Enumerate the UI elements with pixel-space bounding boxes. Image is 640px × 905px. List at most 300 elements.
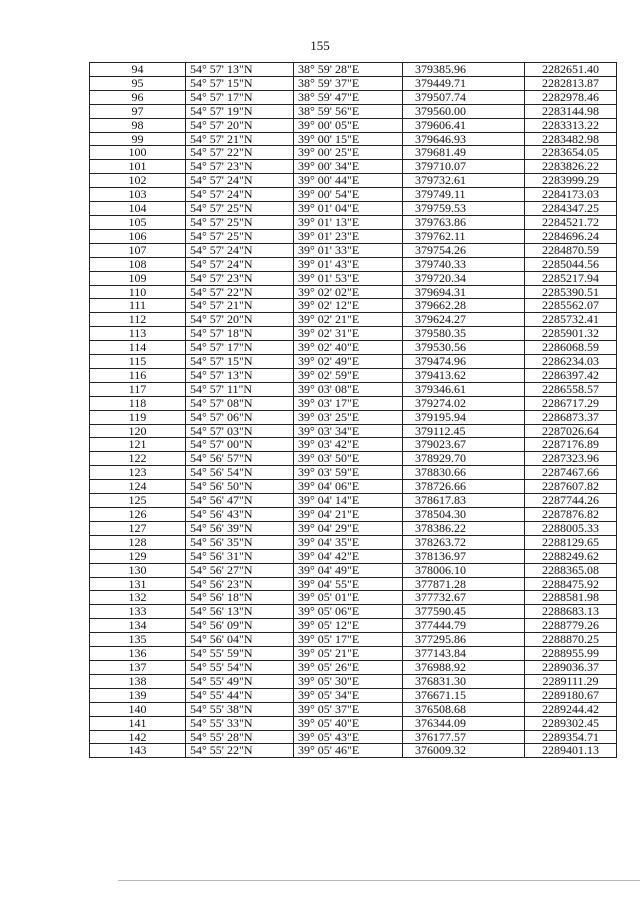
point-number-cell: 101 <box>90 160 186 174</box>
y-coordinate-cell: 2288955.99 <box>525 647 617 661</box>
longitude-cell: 39° 00' 34"E <box>294 160 403 174</box>
x-coordinate-cell: 379740.33 <box>403 257 525 271</box>
latitude-cell: 54° 56' 39"N <box>186 521 294 535</box>
x-coordinate-cell: 377871.28 <box>403 577 525 591</box>
x-coordinate-cell: 379530.56 <box>403 341 525 355</box>
longitude-cell: 39° 01' 53"E <box>294 271 403 285</box>
x-coordinate-cell: 379624.27 <box>403 313 525 327</box>
x-coordinate-cell: 379762.11 <box>403 229 525 243</box>
x-coordinate-cell: 378830.66 <box>403 466 525 480</box>
latitude-cell: 54° 57' 06"N <box>186 410 294 424</box>
point-number-cell: 128 <box>90 535 186 549</box>
longitude-cell: 39° 05' 12"E <box>294 619 403 633</box>
x-coordinate-cell: 377143.84 <box>403 647 525 661</box>
coordinate-table-body <box>90 63 617 758</box>
longitude-cell: 39° 03' 25"E <box>294 410 403 424</box>
y-coordinate-cell: 2287744.26 <box>525 494 617 508</box>
latitude-cell: 54° 57' 19"N <box>186 104 294 118</box>
x-coordinate-cell: 379720.34 <box>403 271 525 285</box>
x-coordinate-cell: 379385.96 <box>403 63 525 77</box>
longitude-cell: 39° 00' 44"E <box>294 174 403 188</box>
longitude-cell: 39° 00' 25"E <box>294 146 403 160</box>
table-row <box>90 424 617 438</box>
point-number-cell: 127 <box>90 521 186 535</box>
latitude-cell: 54° 57' 11"N <box>186 382 294 396</box>
point-number-cell: 123 <box>90 466 186 480</box>
x-coordinate-cell: 379681.49 <box>403 146 525 160</box>
longitude-cell: 39° 04' 29"E <box>294 521 403 535</box>
latitude-cell: 54° 57' 21"N <box>186 132 294 146</box>
point-number-cell: 121 <box>90 438 186 452</box>
page-number: 155 <box>310 38 330 53</box>
point-number-cell: 98 <box>90 118 186 132</box>
point-number-cell: 122 <box>90 452 186 466</box>
x-coordinate-cell: 379749.11 <box>403 188 525 202</box>
point-number-cell: 104 <box>90 202 186 216</box>
y-coordinate-cell: 2288870.25 <box>525 633 617 647</box>
longitude-cell: 39° 05' 06"E <box>294 605 403 619</box>
latitude-cell: 54° 57' 00"N <box>186 438 294 452</box>
latitude-cell: 54° 56' 31"N <box>186 549 294 563</box>
coordinate-table <box>89 62 617 758</box>
point-number-cell: 141 <box>90 716 186 730</box>
longitude-cell: 38° 59' 28"E <box>294 63 403 77</box>
point-number-cell: 106 <box>90 229 186 243</box>
longitude-cell: 39° 00' 05"E <box>294 118 403 132</box>
point-number-cell: 99 <box>90 132 186 146</box>
table-row <box>90 494 617 508</box>
table-row <box>90 355 617 369</box>
x-coordinate-cell: 376988.92 <box>403 660 525 674</box>
x-coordinate-cell: 377732.67 <box>403 591 525 605</box>
latitude-cell: 54° 55' 38"N <box>186 702 294 716</box>
latitude-cell: 54° 56' 47"N <box>186 494 294 508</box>
x-coordinate-cell: 377295.86 <box>403 633 525 647</box>
point-number-cell: 116 <box>90 368 186 382</box>
table-row <box>90 577 617 591</box>
y-coordinate-cell: 2289354.71 <box>525 730 617 744</box>
table-row <box>90 313 617 327</box>
longitude-cell: 39° 02' 49"E <box>294 355 403 369</box>
x-coordinate-cell: 376831.30 <box>403 674 525 688</box>
table-row <box>90 688 617 702</box>
x-coordinate-cell: 376009.32 <box>403 744 525 758</box>
x-coordinate-cell: 379646.93 <box>403 132 525 146</box>
longitude-cell: 39° 04' 55"E <box>294 577 403 591</box>
point-number-cell: 95 <box>90 76 186 90</box>
longitude-cell: 39° 01' 43"E <box>294 257 403 271</box>
table-row <box>90 327 617 341</box>
table-row <box>90 716 617 730</box>
longitude-cell: 39° 04' 42"E <box>294 549 403 563</box>
y-coordinate-cell: 2287876.82 <box>525 508 617 522</box>
y-coordinate-cell: 2288249.62 <box>525 549 617 563</box>
latitude-cell: 54° 57' 17"N <box>186 90 294 104</box>
y-coordinate-cell: 2288365.08 <box>525 563 617 577</box>
y-coordinate-cell: 2286397.42 <box>525 368 617 382</box>
longitude-cell: 39° 03' 34"E <box>294 424 403 438</box>
table-row <box>90 257 617 271</box>
latitude-cell: 54° 56' 35"N <box>186 535 294 549</box>
latitude-cell: 54° 56' 50"N <box>186 480 294 494</box>
table-row <box>90 160 617 174</box>
table-row <box>90 674 617 688</box>
latitude-cell: 54° 57' 13"N <box>186 368 294 382</box>
point-number-cell: 136 <box>90 647 186 661</box>
point-number-cell: 107 <box>90 243 186 257</box>
x-coordinate-cell: 377444.79 <box>403 619 525 633</box>
point-number-cell: 118 <box>90 396 186 410</box>
table-row <box>90 63 617 77</box>
x-coordinate-cell: 379507.74 <box>403 90 525 104</box>
point-number-cell: 124 <box>90 480 186 494</box>
point-number-cell: 142 <box>90 730 186 744</box>
table-row <box>90 90 617 104</box>
table-row <box>90 174 617 188</box>
table-row <box>90 271 617 285</box>
x-coordinate-cell: 379759.53 <box>403 202 525 216</box>
latitude-cell: 54° 57' 25"N <box>186 215 294 229</box>
point-number-cell: 143 <box>90 744 186 758</box>
point-number-cell: 113 <box>90 327 186 341</box>
x-coordinate-cell: 378006.10 <box>403 563 525 577</box>
longitude-cell: 39° 01' 13"E <box>294 215 403 229</box>
y-coordinate-cell: 2289180.67 <box>525 688 617 702</box>
table-row <box>90 410 617 424</box>
latitude-cell: 54° 57' 18"N <box>186 327 294 341</box>
longitude-cell: 39° 03' 08"E <box>294 382 403 396</box>
longitude-cell: 39° 04' 14"E <box>294 494 403 508</box>
point-number-cell: 119 <box>90 410 186 424</box>
point-number-cell: 96 <box>90 90 186 104</box>
table-row <box>90 647 617 661</box>
latitude-cell: 54° 57' 17"N <box>186 341 294 355</box>
table-row <box>90 118 617 132</box>
longitude-cell: 39° 01' 04"E <box>294 202 403 216</box>
table-row <box>90 229 617 243</box>
y-coordinate-cell: 2285217.94 <box>525 271 617 285</box>
y-coordinate-cell: 2282813.87 <box>525 76 617 90</box>
x-coordinate-cell: 376508.68 <box>403 702 525 716</box>
point-number-cell: 140 <box>90 702 186 716</box>
latitude-cell: 54° 57' 22"N <box>186 146 294 160</box>
y-coordinate-cell: 2282978.46 <box>525 90 617 104</box>
point-number-cell: 108 <box>90 257 186 271</box>
x-coordinate-cell: 377590.45 <box>403 605 525 619</box>
latitude-cell: 54° 55' 54"N <box>186 660 294 674</box>
longitude-cell: 39° 02' 31"E <box>294 327 403 341</box>
x-coordinate-cell: 378504.30 <box>403 508 525 522</box>
longitude-cell: 39° 01' 33"E <box>294 243 403 257</box>
point-number-cell: 97 <box>90 104 186 118</box>
x-coordinate-cell: 378136.97 <box>403 549 525 563</box>
table-row <box>90 508 617 522</box>
table-row <box>90 549 617 563</box>
longitude-cell: 39° 02' 21"E <box>294 313 403 327</box>
y-coordinate-cell: 2285390.51 <box>525 285 617 299</box>
latitude-cell: 54° 57' 25"N <box>186 202 294 216</box>
table-row <box>90 202 617 216</box>
x-coordinate-cell: 379112.45 <box>403 424 525 438</box>
y-coordinate-cell: 2283313.22 <box>525 118 617 132</box>
longitude-cell: 39° 04' 21"E <box>294 508 403 522</box>
point-number-cell: 100 <box>90 146 186 160</box>
y-coordinate-cell: 2287607.82 <box>525 480 617 494</box>
x-coordinate-cell: 379580.35 <box>403 327 525 341</box>
longitude-cell: 39° 02' 40"E <box>294 341 403 355</box>
latitude-cell: 54° 57' 20"N <box>186 313 294 327</box>
y-coordinate-cell: 2288005.33 <box>525 521 617 535</box>
point-number-cell: 134 <box>90 619 186 633</box>
longitude-cell: 39° 02' 59"E <box>294 368 403 382</box>
y-coordinate-cell: 2287176.89 <box>525 438 617 452</box>
y-coordinate-cell: 2285044.56 <box>525 257 617 271</box>
x-coordinate-cell: 379662.28 <box>403 299 525 313</box>
longitude-cell: 39° 04' 35"E <box>294 535 403 549</box>
point-number-cell: 132 <box>90 591 186 605</box>
latitude-cell: 54° 57' 23"N <box>186 160 294 174</box>
longitude-cell: 39° 05' 34"E <box>294 688 403 702</box>
x-coordinate-cell: 376671.15 <box>403 688 525 702</box>
y-coordinate-cell: 2284347.25 <box>525 202 617 216</box>
table-row <box>90 76 617 90</box>
latitude-cell: 54° 56' 27"N <box>186 563 294 577</box>
y-coordinate-cell: 2288475.92 <box>525 577 617 591</box>
y-coordinate-cell: 2283826.22 <box>525 160 617 174</box>
point-number-cell: 115 <box>90 355 186 369</box>
y-coordinate-cell: 2289111.29 <box>525 674 617 688</box>
x-coordinate-cell: 379274.02 <box>403 396 525 410</box>
x-coordinate-cell: 376344.09 <box>403 716 525 730</box>
table-row <box>90 132 617 146</box>
table-row <box>90 535 617 549</box>
table-row <box>90 660 617 674</box>
longitude-cell: 39° 03' 59"E <box>294 466 403 480</box>
point-number-cell: 120 <box>90 424 186 438</box>
x-coordinate-cell: 379346.61 <box>403 382 525 396</box>
point-number-cell: 105 <box>90 215 186 229</box>
latitude-cell: 54° 57' 24"N <box>186 257 294 271</box>
longitude-cell: 39° 05' 37"E <box>294 702 403 716</box>
table-row <box>90 702 617 716</box>
longitude-cell: 39° 03' 17"E <box>294 396 403 410</box>
table-row <box>90 396 617 410</box>
point-number-cell: 135 <box>90 633 186 647</box>
x-coordinate-cell: 376177.57 <box>403 730 525 744</box>
latitude-cell: 54° 55' 28"N <box>186 730 294 744</box>
table-row <box>90 730 617 744</box>
longitude-cell: 39° 05' 17"E <box>294 633 403 647</box>
y-coordinate-cell: 2284173.03 <box>525 188 617 202</box>
point-number-cell: 117 <box>90 382 186 396</box>
point-number-cell: 129 <box>90 549 186 563</box>
longitude-cell: 38° 59' 56"E <box>294 104 403 118</box>
point-number-cell: 109 <box>90 271 186 285</box>
longitude-cell: 39° 00' 15"E <box>294 132 403 146</box>
y-coordinate-cell: 2289302.45 <box>525 716 617 730</box>
y-coordinate-cell: 2286558.57 <box>525 382 617 396</box>
latitude-cell: 54° 57' 15"N <box>186 76 294 90</box>
point-number-cell: 138 <box>90 674 186 688</box>
x-coordinate-cell: 378726.66 <box>403 480 525 494</box>
latitude-cell: 54° 56' 54"N <box>186 466 294 480</box>
longitude-cell: 39° 02' 12"E <box>294 299 403 313</box>
x-coordinate-cell: 379023.67 <box>403 438 525 452</box>
longitude-cell: 38° 59' 47"E <box>294 90 403 104</box>
latitude-cell: 54° 57' 13"N <box>186 63 294 77</box>
x-coordinate-cell: 379732.61 <box>403 174 525 188</box>
longitude-cell: 39° 03' 42"E <box>294 438 403 452</box>
page-bottom-edge-line <box>118 880 640 881</box>
x-coordinate-cell: 379763.86 <box>403 215 525 229</box>
point-number-cell: 131 <box>90 577 186 591</box>
latitude-cell: 54° 55' 44"N <box>186 688 294 702</box>
longitude-cell: 39° 05' 40"E <box>294 716 403 730</box>
x-coordinate-cell: 378617.83 <box>403 494 525 508</box>
point-number-cell: 112 <box>90 313 186 327</box>
latitude-cell: 54° 55' 49"N <box>186 674 294 688</box>
y-coordinate-cell: 2286717.29 <box>525 396 617 410</box>
latitude-cell: 54° 56' 23"N <box>186 577 294 591</box>
x-coordinate-cell: 379560.00 <box>403 104 525 118</box>
latitude-cell: 54° 55' 22"N <box>186 744 294 758</box>
y-coordinate-cell: 2288779.26 <box>525 619 617 633</box>
y-coordinate-cell: 2288683.13 <box>525 605 617 619</box>
longitude-cell: 39° 03' 50"E <box>294 452 403 466</box>
latitude-cell: 54° 57' 20"N <box>186 118 294 132</box>
latitude-cell: 54° 57' 08"N <box>186 396 294 410</box>
latitude-cell: 54° 55' 33"N <box>186 716 294 730</box>
longitude-cell: 39° 02' 02"E <box>294 285 403 299</box>
table-row <box>90 243 617 257</box>
table-row <box>90 382 617 396</box>
y-coordinate-cell: 2283482.98 <box>525 132 617 146</box>
table-row <box>90 285 617 299</box>
x-coordinate-cell: 379606.41 <box>403 118 525 132</box>
point-number-cell: 111 <box>90 299 186 313</box>
x-coordinate-cell: 379754.26 <box>403 243 525 257</box>
longitude-cell: 39° 01' 23"E <box>294 229 403 243</box>
longitude-cell: 39° 05' 46"E <box>294 744 403 758</box>
table-row <box>90 188 617 202</box>
latitude-cell: 54° 57' 22"N <box>186 285 294 299</box>
latitude-cell: 54° 57' 24"N <box>186 174 294 188</box>
x-coordinate-cell: 378263.72 <box>403 535 525 549</box>
y-coordinate-cell: 2284521.72 <box>525 215 617 229</box>
point-number-cell: 114 <box>90 341 186 355</box>
longitude-cell: 39° 05' 43"E <box>294 730 403 744</box>
point-number-cell: 110 <box>90 285 186 299</box>
table-row <box>90 521 617 535</box>
y-coordinate-cell: 2289244.42 <box>525 702 617 716</box>
latitude-cell: 54° 56' 13"N <box>186 605 294 619</box>
table-row <box>90 215 617 229</box>
point-number-cell: 133 <box>90 605 186 619</box>
table-row <box>90 368 617 382</box>
longitude-cell: 39° 05' 01"E <box>294 591 403 605</box>
y-coordinate-cell: 2282651.40 <box>525 63 617 77</box>
latitude-cell: 54° 57' 15"N <box>186 355 294 369</box>
point-number-cell: 130 <box>90 563 186 577</box>
table-row <box>90 438 617 452</box>
y-coordinate-cell: 2288581.98 <box>525 591 617 605</box>
point-number-cell: 139 <box>90 688 186 702</box>
latitude-cell: 54° 57' 23"N <box>186 271 294 285</box>
x-coordinate-cell: 379710.07 <box>403 160 525 174</box>
y-coordinate-cell: 2287467.66 <box>525 466 617 480</box>
y-coordinate-cell: 2283654.05 <box>525 146 617 160</box>
point-number-cell: 94 <box>90 63 186 77</box>
y-coordinate-cell: 2283144.98 <box>525 104 617 118</box>
longitude-cell: 39° 05' 30"E <box>294 674 403 688</box>
y-coordinate-cell: 2287026.64 <box>525 424 617 438</box>
y-coordinate-cell: 2284870.59 <box>525 243 617 257</box>
latitude-cell: 54° 57' 24"N <box>186 188 294 202</box>
table-row <box>90 466 617 480</box>
table-row <box>90 591 617 605</box>
latitude-cell: 54° 57' 25"N <box>186 229 294 243</box>
table-row <box>90 146 617 160</box>
point-number-cell: 137 <box>90 660 186 674</box>
longitude-cell: 39° 04' 49"E <box>294 563 403 577</box>
x-coordinate-cell: 379413.62 <box>403 368 525 382</box>
longitude-cell: 39° 05' 26"E <box>294 660 403 674</box>
y-coordinate-cell: 2283999.29 <box>525 174 617 188</box>
point-number-cell: 102 <box>90 174 186 188</box>
x-coordinate-cell: 378929.70 <box>403 452 525 466</box>
table-row <box>90 452 617 466</box>
y-coordinate-cell: 2286873.37 <box>525 410 617 424</box>
y-coordinate-cell: 2287323.96 <box>525 452 617 466</box>
table-row <box>90 744 617 758</box>
latitude-cell: 54° 56' 57"N <box>186 452 294 466</box>
point-number-cell: 125 <box>90 494 186 508</box>
table-row <box>90 104 617 118</box>
y-coordinate-cell: 2284696.24 <box>525 229 617 243</box>
y-coordinate-cell: 2285732.41 <box>525 313 617 327</box>
table-row <box>90 341 617 355</box>
table-row <box>90 633 617 647</box>
table-row <box>90 480 617 494</box>
table-row <box>90 619 617 633</box>
latitude-cell: 54° 57' 24"N <box>186 243 294 257</box>
latitude-cell: 54° 56' 04"N <box>186 633 294 647</box>
y-coordinate-cell: 2289401.13 <box>525 744 617 758</box>
point-number-cell: 126 <box>90 508 186 522</box>
latitude-cell: 54° 57' 03"N <box>186 424 294 438</box>
table-row <box>90 563 617 577</box>
latitude-cell: 54° 55' 59"N <box>186 647 294 661</box>
latitude-cell: 54° 57' 21"N <box>186 299 294 313</box>
y-coordinate-cell: 2286068.59 <box>525 341 617 355</box>
x-coordinate-cell: 379449.71 <box>403 76 525 90</box>
x-coordinate-cell: 378386.22 <box>403 521 525 535</box>
y-coordinate-cell: 2285562.07 <box>525 299 617 313</box>
table-row <box>90 605 617 619</box>
longitude-cell: 39° 05' 21"E <box>294 647 403 661</box>
latitude-cell: 54° 56' 43"N <box>186 508 294 522</box>
y-coordinate-cell: 2285901.32 <box>525 327 617 341</box>
x-coordinate-cell: 379474.96 <box>403 355 525 369</box>
y-coordinate-cell: 2288129.65 <box>525 535 617 549</box>
longitude-cell: 39° 00' 54"E <box>294 188 403 202</box>
latitude-cell: 54° 56' 18"N <box>186 591 294 605</box>
point-number-cell: 103 <box>90 188 186 202</box>
longitude-cell: 38° 59' 37"E <box>294 76 403 90</box>
y-coordinate-cell: 2289036.37 <box>525 660 617 674</box>
table-row <box>90 299 617 313</box>
x-coordinate-cell: 379694.31 <box>403 285 525 299</box>
